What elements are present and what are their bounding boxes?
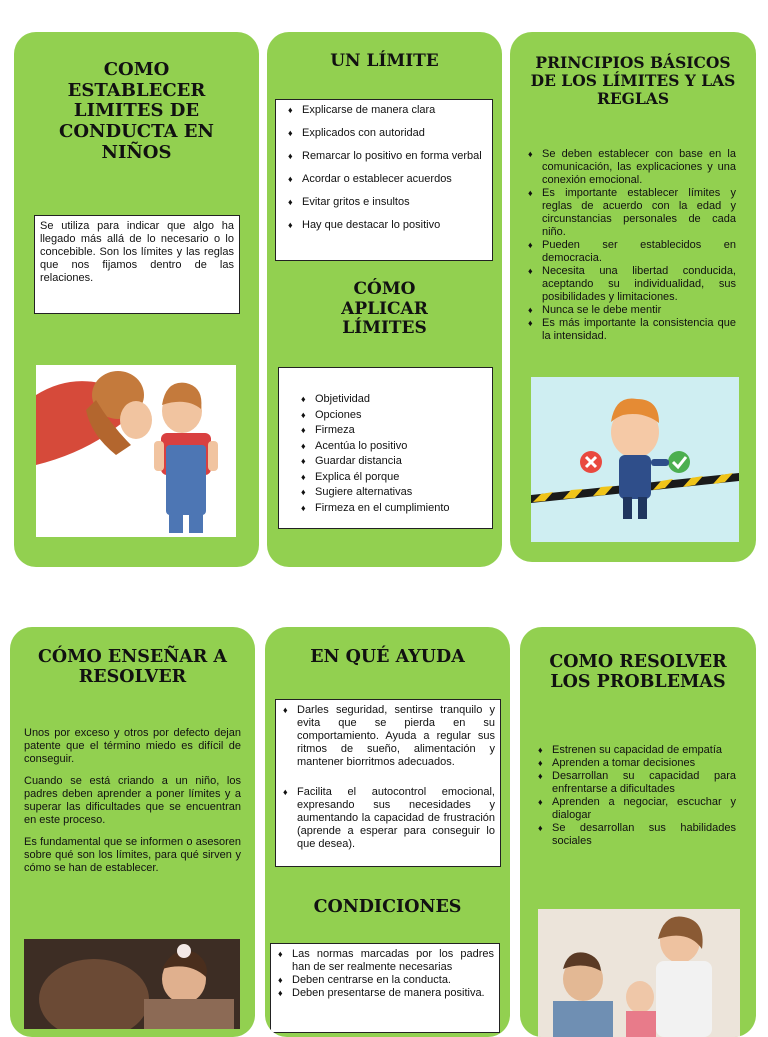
list-item: ♦ Sugiere alternativas	[299, 485, 486, 501]
aplicar-limites-box	[278, 367, 493, 529]
list-item: ♦ Se deben establecer con base en la comunicación, las explicaciones y una conexión emocional.	[526, 148, 736, 187]
section-title: CONDICIONES	[313, 897, 462, 917]
panel-title: EN QUÉ AYUDA	[310, 647, 465, 667]
panel-principios-basicos	[510, 32, 756, 562]
list-item: ♦ Estrenen su capacidad de empatía	[536, 744, 736, 757]
definition-text: Se utiliza para indicar que algo ha llegado más allá de lo necesario o lo concebible. Son los límites y las reglas que nos fijamos dentro de las relaciones.	[40, 220, 234, 284]
list-item: ♦ Aprenden a negociar, escuchar y dialogar	[536, 796, 736, 822]
definition-box	[34, 215, 240, 314]
list-item: ♦ Explica él porque	[299, 470, 486, 486]
panel-title: COMO ESTABLECER LIMITES DE CONDUCTA EN NIÑOS	[59, 59, 214, 163]
list-item: ♦ Necesita una libertad conducida, aceptando su individualidad, sus posibilidades y limitaciones.	[526, 265, 736, 304]
list-item: ♦ Explicarse de manera clara	[286, 104, 486, 117]
list-item: ♦ Opciones	[299, 408, 486, 424]
list-item: ♦ Deben centrarse en la conducta.	[276, 974, 494, 987]
panel-title: PRINCIPIOS BÁSICOS DE LOS LÍMITES Y LAS REGLAS	[530, 53, 736, 108]
check-icon	[668, 451, 690, 473]
list-item: ♦ Nunca se le debe mentir	[526, 304, 736, 317]
paragraph: Es fundamental que se informen o asesoren sobre qué son los límites, para qué sirven y cómo se han de establecer.	[24, 836, 241, 874]
panel-title: UN LÍMITE	[330, 51, 439, 71]
list-item: ♦ Remarcar lo positivo en forma verbal	[286, 150, 486, 163]
list-item: ♦ Las normas marcadas por los padres han de ser realmente necesarias	[276, 948, 494, 974]
un-limite-box	[275, 99, 493, 261]
list-item: ♦ Firmeza en el cumplimiento	[299, 501, 486, 517]
mother-daughter-photo	[24, 939, 240, 1029]
list-item: ♦ Hay que destacar lo positivo	[286, 219, 486, 232]
condiciones-box	[270, 943, 500, 1033]
list-item: ♦ Es más importante la consistencia que la intensidad.	[526, 317, 736, 343]
family-photo	[538, 909, 740, 1037]
panel-un-limite	[267, 32, 502, 567]
principios-list	[526, 148, 736, 343]
panel-como-resolver-problemas	[520, 627, 756, 1037]
resolver-list	[536, 744, 736, 848]
boy-barrier-illustration	[531, 377, 739, 542]
ensenar-text	[24, 727, 241, 875]
list-item: ♦ Firmeza	[299, 423, 486, 439]
list-item: ♦ Facilita el autocontrol emocional, expresando sus necesidades y aumentando la capacidad de frustración (aprende a esperar para conseguir lo que desea).	[281, 786, 495, 851]
panel-title: CÓMO ENSEÑAR A RESOLVER	[38, 647, 227, 688]
panel-en-que-ayuda	[265, 627, 510, 1037]
list-item: ♦ Deben presentarse de manera positiva.	[276, 987, 494, 1000]
list-item: ♦ Es importante establecer límites y reglas de acuerdo con la edad y circunstancias personales de cada niño.	[526, 187, 736, 239]
list-item: ♦ Objetividad	[299, 392, 486, 408]
list-item: ♦ Guardar distancia	[299, 454, 486, 470]
list-item: ♦ Aprenden a tomar decisiones	[536, 757, 736, 770]
panel-como-ensenar	[10, 627, 255, 1037]
list-item: ♦ Acordar o establecer acuerdos	[286, 173, 486, 186]
panel-establecer-limites	[14, 32, 259, 567]
ayuda-box	[275, 699, 501, 867]
paragraph: Cuando se está criando a un niño, los padres deben aprender a poner límites y a superar las dificultades que se encuentran en este proceso.	[24, 775, 241, 826]
list-item: ♦ Darles seguridad, sentirse tranquilo y evita que se pierda en su comportamiento. Ayuda a regular sus ritmos de sueño, alimentación y mantener biorritmos adecuados.	[281, 704, 495, 769]
list-item: ♦ Evitar gritos e insultos	[286, 196, 486, 209]
list-item: ♦ Acentúa lo positivo	[299, 439, 486, 455]
mother-child-photo	[36, 365, 236, 537]
section-title: CÓMO APLICAR LÍMITES	[341, 279, 428, 339]
list-item: ♦ Pueden ser establecidos en democracia.	[526, 239, 736, 265]
list-item: ♦ Se desarrollan sus habilidades sociales	[536, 822, 736, 848]
panel-title: COMO RESOLVER LOS PROBLEMAS	[549, 652, 727, 693]
list-item: ♦ Explicados con autoridad	[286, 127, 486, 140]
list-item: ♦ Desarrollan su capacidad para enfrentarse a dificultades	[536, 770, 736, 796]
paragraph: Unos por exceso y otros por defecto dejan patente que el término miedo es difícil de conseguir.	[24, 727, 241, 765]
